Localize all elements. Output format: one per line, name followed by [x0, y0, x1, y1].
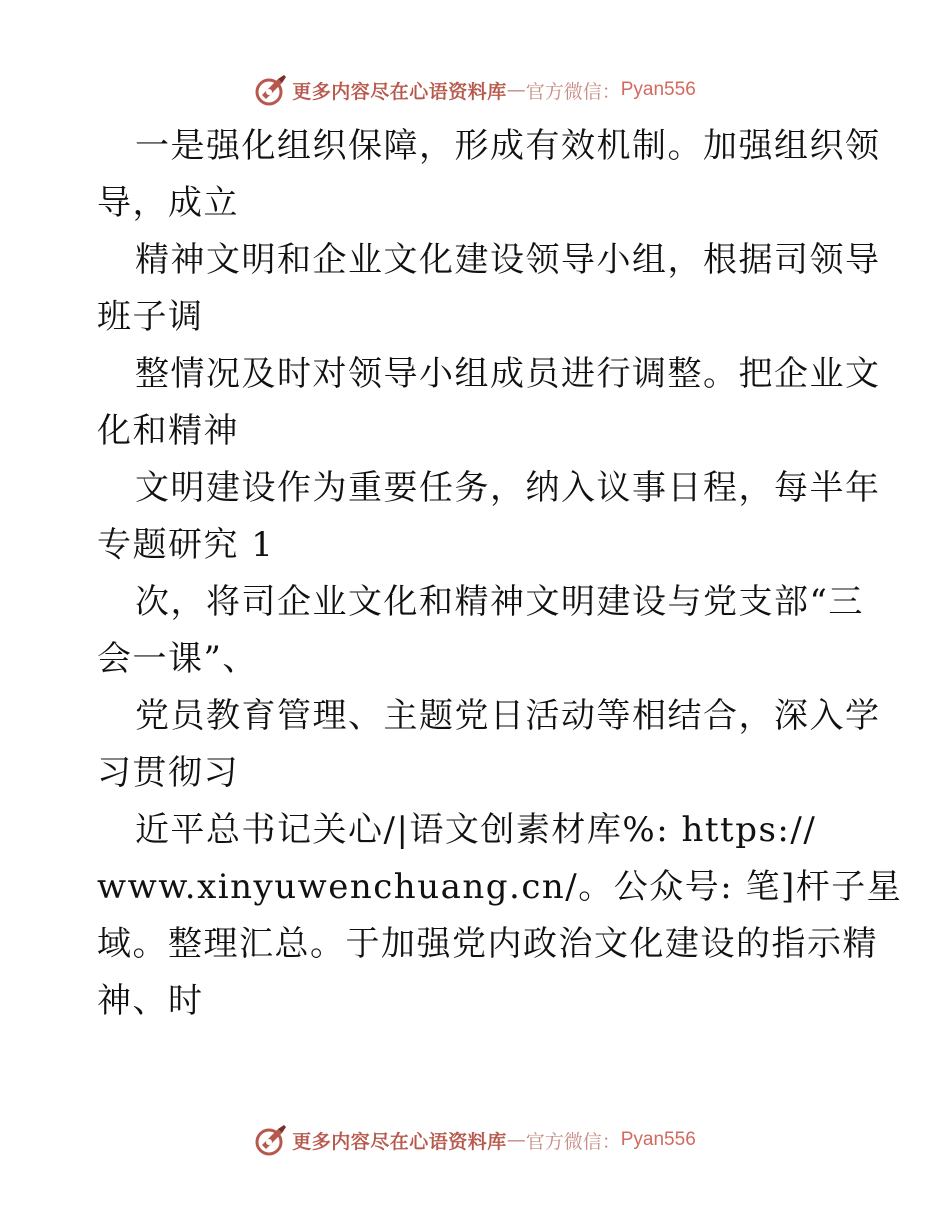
body-line: 化和精神 — [97, 411, 239, 451]
body-line: 整情况及时对领导小组成员进行调整。把企业文 — [135, 354, 881, 394]
footer-watermark-banner — [0, 1120, 950, 1160]
body-line: 党员教育管理、主题党日活动等相结合，深入学 — [135, 696, 881, 736]
body-line: 导，成立 — [97, 183, 239, 223]
body-line: 次，将司企业文化和精神文明建设与党支部“三 — [135, 582, 864, 622]
footer-wechat-label: 官方微信： — [525, 1130, 621, 1153]
header-banner-separator: — — [506, 79, 526, 101]
body-line: 一是强化组织保障，形成有效机制。加强组织领 — [135, 126, 881, 166]
body-line: 会一课”、 — [97, 639, 258, 679]
header-watermark-banner — [0, 70, 950, 110]
body-line: 近平总书记关心/|语文创素材库%: https:// — [135, 810, 817, 850]
body-line: 神、时 — [97, 981, 204, 1021]
body-line: 文明建设作为重要任务，纳入议事日程，每半年 — [135, 468, 881, 508]
footer-banner-text: 更多内容尽在心语资料库 — [292, 1130, 507, 1153]
header-wechat-id: Pyan556 — [620, 79, 696, 100]
document-body — [97, 118, 903, 1030]
body-line: 域。整理汇总。于加强党内政治文化建设的指示精 — [97, 924, 878, 964]
body-line: 精神文明和企业文化建设领导小组，根据司领导 — [135, 240, 881, 280]
body-line: 班子调 — [97, 297, 204, 337]
body-line: 专题研究 1 — [97, 525, 275, 565]
pen-logo-icon — [254, 73, 288, 107]
pen-logo-icon — [254, 1123, 288, 1157]
body-line: www.xinyuwenchuang.cn/。公众号: 笔]杆子星 — [97, 867, 903, 907]
footer-banner-separator: — — [506, 1129, 526, 1151]
header-wechat-label: 官方微信： — [525, 80, 621, 103]
body-line: 习贯彻习 — [97, 753, 239, 793]
header-banner-text: 更多内容尽在心语资料库 — [292, 80, 507, 103]
footer-wechat-id: Pyan556 — [620, 1129, 696, 1150]
